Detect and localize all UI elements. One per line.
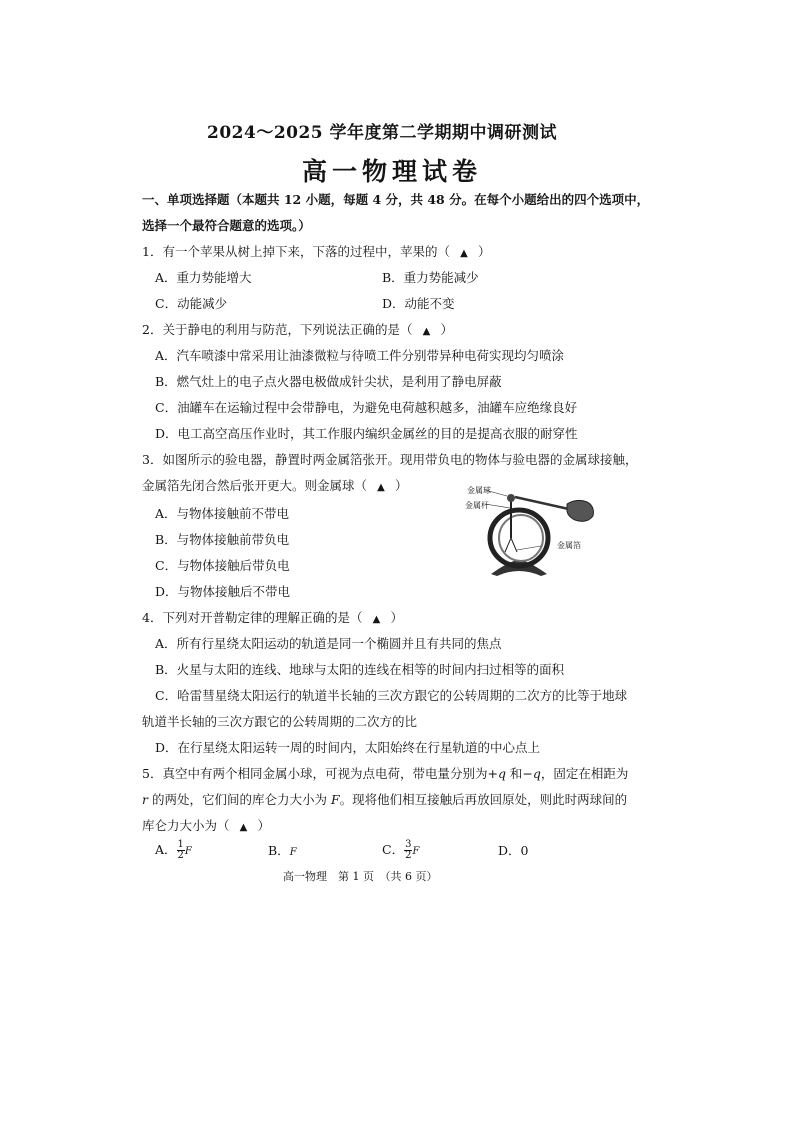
answer-mark: ▲: [239, 822, 248, 833]
answer-mark: ▲: [372, 614, 381, 625]
paper-title: 高一物理试卷: [302, 157, 483, 186]
question-5-option-b: B．F: [268, 843, 297, 858]
question-5-line1: 5．真空中有两个相同金属小球，可视为点电荷，带电量分别为+q 和−q，固定在相距为: [142, 766, 629, 781]
exam-title: 2024～2025 学年度第二学期期中调研测试: [207, 123, 558, 143]
hand-icon: [567, 500, 593, 521]
label-metal-rod: 金属杆: [465, 501, 489, 510]
question-3-option-d: D．与物体接触后不带电: [155, 584, 291, 599]
question-4-option-b: B．火星与太阳的连线、地球与太阳的连线在相等的时间内扫过相等的面积: [155, 662, 565, 677]
question-5-option-a: A． $\frac{1}{2}$ F: [155, 839, 192, 861]
question-2-stem: 2．关于静电的利用与防范，下列说法正确的是（ ▲ ）: [142, 322, 453, 340]
question-2-option-d: D．电工高空高压作业时，其工作服内编织金属丝的目的是提高衣服的耐穿性: [155, 426, 578, 441]
question-4-option-d: D．在行星绕太阳运转一周的时间内，太阳始终在行星轨道的中心点上: [155, 740, 541, 755]
metal-ball: [507, 494, 515, 502]
fraction: $\frac{1}{2}$: [177, 839, 184, 861]
question-1-option-b: B．重力势能减少: [382, 270, 479, 285]
fraction: $\frac{3}{2}$: [405, 839, 412, 861]
question-3-option-a: A．与物体接触前不带电: [155, 506, 290, 521]
question-1-stem: 1．有一个苹果从树上掉下来，下落的过程中，苹果的（ ▲ ）: [142, 244, 490, 262]
question-2-option-b: B．燃气灶上的电子点火器电极做成针尖状，是利用了静电屏蔽: [155, 374, 502, 389]
label-metal-ball: 金属球: [467, 486, 491, 495]
question-3-stem-line2: 金属箔先闭合然后张开更大。则金属球（ ▲ ）: [142, 478, 408, 496]
question-4-option-a: A．所有行星绕太阳运动的轨道是同一个椭圆并且有共同的焦点: [155, 636, 502, 651]
label-line-leaf: [517, 546, 541, 550]
question-1-option-c: C．动能减少: [155, 296, 228, 311]
question-4-option-c-cont: 轨道半长轴的三次方跟它的公转周期的二次方的比: [142, 714, 418, 729]
answer-mark: ▲: [422, 326, 431, 337]
question-5-line3: 库仑力大小为（ ▲ ）: [142, 818, 270, 836]
page-footer: 高一物理 第 1 页 （共 6 页）: [283, 870, 438, 883]
question-3-option-b: B．与物体接触前带负电: [155, 532, 290, 547]
answer-mark: ▲: [377, 482, 385, 493]
question-1-option-d: D．动能不变: [382, 296, 455, 311]
question-5-option-c: C． $\frac{3}{2}$ F: [382, 839, 420, 861]
answer-mark: ▲: [460, 248, 468, 259]
question-1-option-a: A．重力势能增大: [155, 270, 252, 285]
electroscope-figure: [455, 480, 605, 580]
metal-leaf-left: [505, 538, 511, 552]
metal-leaf-right: [511, 538, 517, 552]
question-5-option-d: D．0: [498, 843, 529, 858]
question-3-option-c: C．与物体接触后带负电: [155, 558, 290, 573]
question-4-stem: 4．下列对开普勒定律的理解正确的是（ ▲ ）: [142, 610, 403, 628]
question-2-option-a: A．汽车喷漆中常采用让油漆微粒与待喷工件分别带异种电荷实现均匀喷涂: [155, 348, 565, 363]
question-5-line2: r 的两处，它们间的库仑力大小为 F。现将他们相互接触后再放回原处，则此时两球间的: [142, 792, 628, 807]
question-4-option-c: C．哈雷彗星绕太阳运行的轨道半长轴的三次方跟它的公转周期的二次方的比等于地球: [155, 688, 628, 703]
electroscope-ring-inner: [499, 515, 543, 561]
label-metal-leaf: 金属箔: [557, 541, 581, 550]
section-heading-line2: 选择一个最符合题意的选项。）: [142, 218, 311, 233]
question-2-option-c: C．油罐车在运输过程中会带静电，为避免电荷越积越多，油罐车应绝缘良好: [155, 400, 578, 415]
question-3-stem-line1: 3．如图所示的验电器，静置时两金属箔张开。现用带负电的物体与验电器的金属球接触，: [142, 452, 638, 467]
section-heading-line1: 一、单项选择题（本题共 12 小题，每题 4 分，共 48 分。在每个小题给出的四个选项中，: [142, 192, 650, 207]
